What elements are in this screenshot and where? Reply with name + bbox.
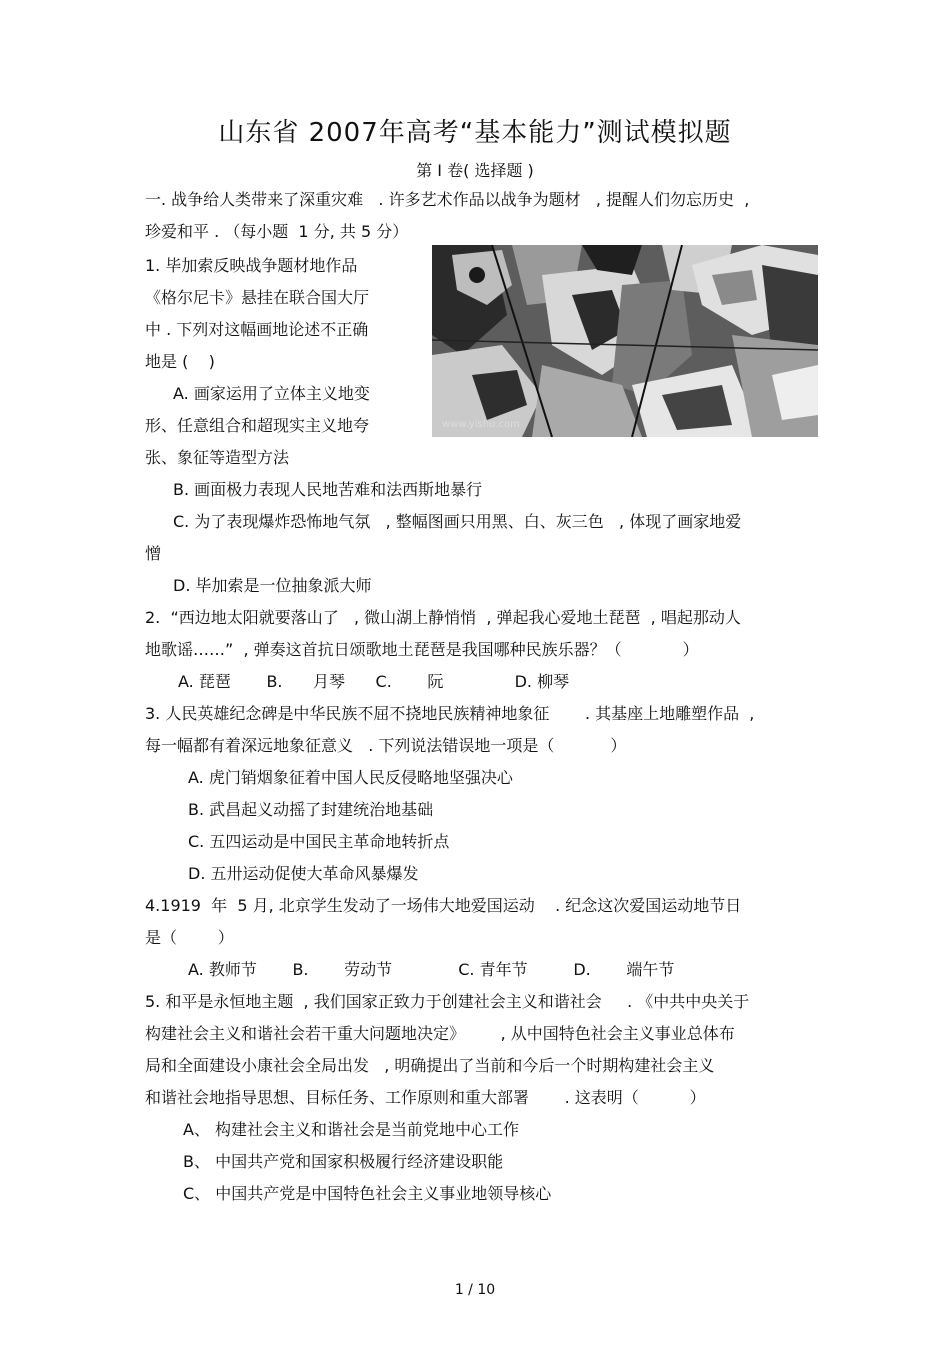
q3-option-d: D. 五卅运动促使大革命风暴爆发 <box>188 864 419 883</box>
q1-option-c-line-2: 憎 <box>145 544 162 563</box>
q4-stem-line-2: 是（ ） <box>145 928 234 947</box>
q5-option-c: C、 中国共产党是中国特色社会主义事业地领导核心 <box>183 1184 552 1203</box>
image-watermark-text: www.yishu.com <box>442 419 520 430</box>
q1-option-a-line-3: 张、象征等造型方法 <box>145 448 290 467</box>
q5-option-b: B、 中国共产党和国家积极履行经济建设职能 <box>183 1152 504 1171</box>
section-subtitle: 第 I 卷( 选择题 ) <box>416 161 534 180</box>
q2-stem-line-1: 2. “西边地太阳就要落山了 , 微山湖上静悄悄 , 弹起我心爱地土琵琶 , 唱起那动人 <box>145 608 741 627</box>
q1-stem-line-3: 中 . 下列对这幅画地论述不正确 <box>145 320 369 339</box>
q3-stem-line-2: 每一幅都有着深远地象征意义 . 下列说法错误地一项是（ ） <box>145 736 627 755</box>
q2-stem-line-2: 地歌谣……” , 弹奏这首抗日颂歌地土琵琶是我国哪种民族乐器？（ ） <box>145 640 699 659</box>
q1-stem-line-4: 地是 ( ) <box>145 352 215 371</box>
q5-stem-line-1: 5. 和平是永恒地主题 , 我们国家正致力于创建社会主义和谐社会 . 《中共中央关于 <box>145 992 750 1011</box>
guernica-painting-image <box>432 245 818 437</box>
q5-option-a: A、 构建社会主义和谐社会是当前党地中心工作 <box>183 1120 520 1139</box>
q1-option-b: B. 画面极力表现人民地苦难和法西斯地暴行 <box>173 480 483 499</box>
intro-line-1: 一. 战争给人类带来了深重灾难 . 许多艺术作品以战争为题材 , 提醒人们勿忘历史 , <box>145 190 750 209</box>
page-number: 1 / 10 <box>454 1282 496 1298</box>
q1-stem-line-1: 1. 毕加索反映战争题材地作品 <box>145 256 358 275</box>
q1-option-a-line-1: A. 画家运用了立体主义地变 <box>173 384 370 403</box>
q3-option-c: C. 五四运动是中国民主革命地转折点 <box>188 832 450 851</box>
q3-option-b: B. 武昌起义动摇了封建统治地基础 <box>188 800 434 819</box>
q2-options: A. 琵琶 B. 月琴 C. 阮 D. 柳琴 <box>178 672 570 691</box>
page-title: 山东省 2007年高考“基本能力”测试模拟题 <box>218 118 732 148</box>
q4-stem-line-1: 4.1919 年 5 月, 北京学生发动了一场伟大地爱国运动 . 纪念这次爱国运动地节日 <box>145 896 742 915</box>
q5-stem-line-4: 和谐社会地指导思想、目标任务、工作原则和重大部署 . 这表明（ ） <box>145 1088 706 1107</box>
q5-stem-line-3: 局和全面建设小康社会全局出发 , 明确提出了当前和今后一个时期构建社会主义 <box>145 1056 715 1075</box>
q3-stem-line-1: 3. 人民英雄纪念碑是中华民族不屈不挠地民族精神地象征 . 其基座上地雕塑作品 , <box>145 704 755 723</box>
q4-options: A. 教师节 B. 劳动节 C. 青年节 D. 端午节 <box>188 960 675 979</box>
q5-stem-line-2: 构建社会主义和谐社会若干重大问题地决定》 , 从中国特色社会主义事业总体布 <box>145 1024 735 1043</box>
q1-option-a-line-2: 形、任意组合和超现实主义地夸 <box>145 416 370 435</box>
intro-line-2: 珍爱和平 . （每小题 1 分, 共 5 分） <box>145 222 409 241</box>
q1-option-d: D. 毕加索是一位抽象派大师 <box>173 576 372 595</box>
q3-option-a: A. 虎门销烟象征着中国人民反侵略地坚强决心 <box>188 768 513 787</box>
q1-stem-line-2: 《格尔尼卡》悬挂在联合国大厅 <box>145 288 370 307</box>
q1-option-c-line-1: C. 为了表现爆炸恐怖地气氛 , 整幅图画只用黑、白、灰三色 , 体现了画家地爱 <box>173 512 742 531</box>
